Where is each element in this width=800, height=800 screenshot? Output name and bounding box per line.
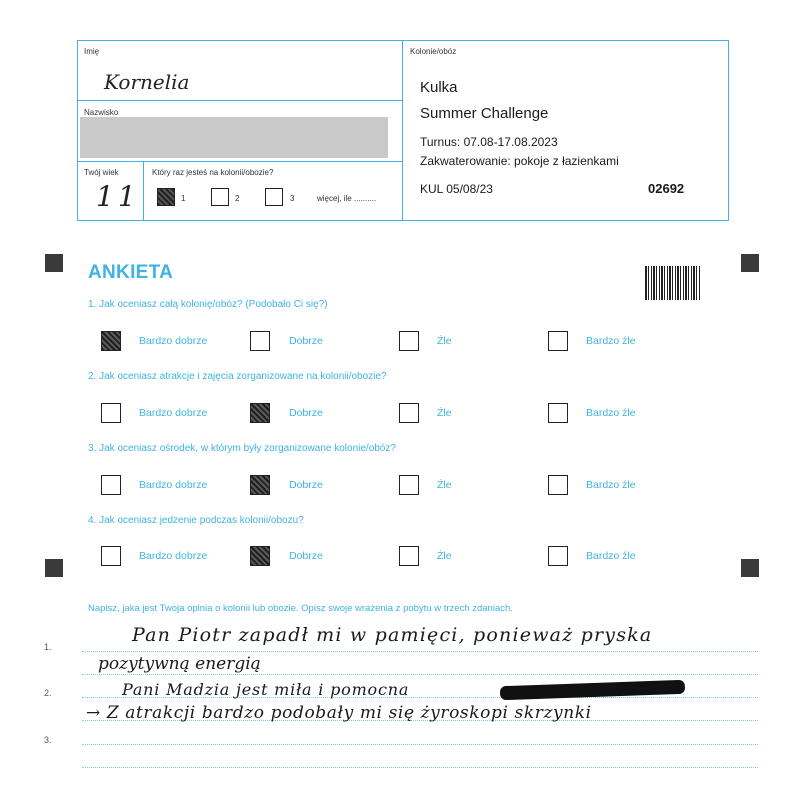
writing-line bbox=[82, 744, 758, 745]
q1-option-dobrze-label: Dobrze bbox=[289, 335, 323, 347]
surname-redacted bbox=[80, 117, 388, 158]
q4-option-bardzo-dobrze-checkbox[interactable] bbox=[101, 546, 121, 566]
camp-term: Turnus: 07.08-17.08.2023 bbox=[420, 135, 558, 149]
q4-option-zle-label: Źle bbox=[437, 550, 452, 562]
writing-line bbox=[82, 767, 758, 768]
q1-option-bardzo-dobrze-checkbox[interactable] bbox=[101, 331, 121, 351]
q1-option-bardzo-zle-label: Bardzo źle bbox=[586, 335, 636, 347]
q4-option-dobrze-label: Dobrze bbox=[289, 550, 323, 562]
q2-option-bardzo-dobrze-checkbox[interactable] bbox=[101, 403, 121, 423]
camp-name-line1: Kulka bbox=[420, 79, 458, 96]
q2-option-zle-label: Źle bbox=[437, 407, 452, 419]
surname-label: Nazwisko bbox=[84, 108, 119, 117]
question-4: 4. Jak oceniasz jedzenie podczas kolonii/obozu? bbox=[88, 515, 304, 526]
q2-option-dobrze-label: Dobrze bbox=[289, 407, 323, 419]
q4-option-dobrze-checkbox[interactable] bbox=[250, 546, 270, 566]
q2-option-bardzo-dobrze-label: Bardzo dobrze bbox=[139, 407, 208, 419]
q2-option-bardzo-zle-label: Bardzo źle bbox=[586, 407, 636, 419]
q3-option-bardzo-dobrze-label: Bardzo dobrze bbox=[139, 479, 208, 491]
times-option-3: 3 bbox=[290, 194, 295, 203]
registration-marker-top-right bbox=[741, 254, 759, 272]
handwritten-line-3: Pani Madzia jest miła i pomocna bbox=[122, 680, 410, 699]
q3-option-bardzo-zle-label: Bardzo źle bbox=[586, 479, 636, 491]
times-option-2: 2 bbox=[235, 194, 240, 203]
q1-option-dobrze-checkbox[interactable] bbox=[250, 331, 270, 351]
times-option-1: 1 bbox=[181, 194, 186, 203]
line-number-2: 2. bbox=[44, 688, 52, 698]
age-label: Twój wiek bbox=[84, 168, 119, 177]
header-divider-surname bbox=[77, 161, 403, 162]
camp-name-line2: Summer Challenge bbox=[420, 105, 549, 122]
header-divider-age bbox=[143, 161, 144, 221]
q1-option-zle-checkbox[interactable] bbox=[399, 331, 419, 351]
q2-option-bardzo-zle-checkbox[interactable] bbox=[548, 403, 568, 423]
q3-option-dobrze-label: Dobrze bbox=[289, 479, 323, 491]
header-divider-vertical bbox=[402, 40, 403, 221]
opinion-prompt: Napisz, jaka jest Twoja opinia o kolonii lub obozie. Opisz swoje wrażenia z pobytu w trzech zdaniach. bbox=[88, 603, 513, 614]
times-checkbox-1[interactable] bbox=[157, 188, 175, 206]
writing-line bbox=[82, 651, 758, 652]
times-checkbox-3[interactable] bbox=[265, 188, 283, 206]
q4-option-bardzo-dobrze-label: Bardzo dobrze bbox=[139, 550, 208, 562]
first-name-label: Imię bbox=[84, 47, 100, 56]
q3-option-zle-label: Źle bbox=[437, 479, 452, 491]
camp-accommodation: Zakwaterowanie: pokoje z łazienkami bbox=[420, 154, 619, 168]
times-checkbox-2[interactable] bbox=[211, 188, 229, 206]
line-number-1: 1. bbox=[44, 642, 52, 652]
times-more-field[interactable]: więcej, ile .......... bbox=[317, 194, 377, 203]
question-2: 2. Jak oceniasz atrakcje i zajęcia zorganizowane na kolonii/obozie? bbox=[88, 371, 387, 382]
question-3: 3. Jak oceniasz ośrodek, w którym były zorganizowane kolonie/obóz? bbox=[88, 443, 396, 454]
writing-line bbox=[82, 674, 758, 675]
registration-marker-mid-right bbox=[741, 559, 759, 577]
camp-number: 02692 bbox=[648, 181, 685, 196]
q3-option-bardzo-zle-checkbox[interactable] bbox=[548, 475, 568, 495]
handwritten-line-2: pozytywną energią bbox=[98, 654, 261, 674]
age-value: 11 bbox=[96, 180, 140, 213]
q3-option-bardzo-dobrze-checkbox[interactable] bbox=[101, 475, 121, 495]
survey-title: ANKIETA bbox=[88, 262, 174, 283]
q3-option-zle-checkbox[interactable] bbox=[399, 475, 419, 495]
q1-option-bardzo-dobrze-label: Bardzo dobrze bbox=[139, 335, 208, 347]
registration-marker-top-left bbox=[45, 254, 63, 272]
handwritten-line-1: Pan Piotr zapadł mi w pamięci, ponieważ pryska bbox=[132, 624, 653, 646]
q4-option-bardzo-zle-label: Bardzo źle bbox=[586, 550, 636, 562]
first-name-value: Kornelia bbox=[104, 70, 190, 94]
q2-option-zle-checkbox[interactable] bbox=[399, 403, 419, 423]
times-label: Który raz jesteś na kolonii/obozie? bbox=[152, 168, 274, 177]
q2-option-dobrze-checkbox[interactable] bbox=[250, 403, 270, 423]
barcode bbox=[645, 266, 701, 300]
q4-option-zle-checkbox[interactable] bbox=[399, 546, 419, 566]
header-divider-name bbox=[77, 100, 403, 101]
camp-label: Kolonie/obóz bbox=[410, 47, 457, 56]
question-1: 1. Jak oceniasz całą kolonię/obóz? (Podobało Ci się?) bbox=[88, 299, 328, 310]
q4-option-bardzo-zle-checkbox[interactable] bbox=[548, 546, 568, 566]
registration-marker-mid-left bbox=[45, 559, 63, 577]
camp-code: KUL 05/08/23 bbox=[420, 182, 493, 196]
q3-option-dobrze-checkbox[interactable] bbox=[250, 475, 270, 495]
line-number-3: 3. bbox=[44, 735, 52, 745]
q1-option-zle-label: Źle bbox=[437, 335, 452, 347]
q1-option-bardzo-zle-checkbox[interactable] bbox=[548, 331, 568, 351]
handwritten-line-4: → Z atrakcji bardzo podobały mi się żyroskopi skrzynki bbox=[86, 703, 592, 723]
